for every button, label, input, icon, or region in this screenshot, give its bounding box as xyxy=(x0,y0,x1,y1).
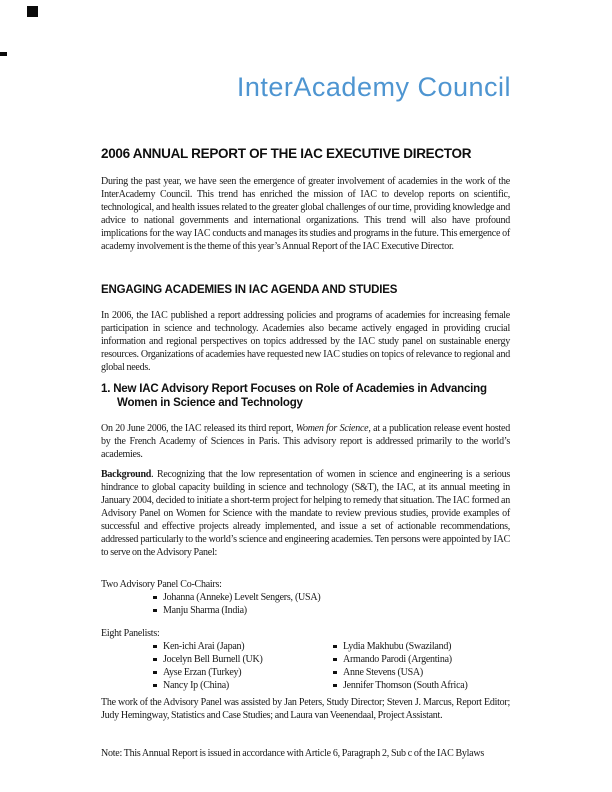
panelist-name: Armando Parodi (Argentina) xyxy=(343,654,452,665)
cochairs-label: Two Advisory Panel Co-Chairs: xyxy=(101,579,222,590)
panelist-name: Ayse Erzan (Turkey) xyxy=(163,667,242,678)
panelist-name: Jocelyn Bell Burnell (UK) xyxy=(163,654,263,665)
panelist-name: Jennifer Thomson (South Africa) xyxy=(343,680,468,691)
subsection-number: 1. xyxy=(101,383,111,395)
section-body-engaging: In 2006, the IAC published a report addressing policies and programs of academies for increasing female participation in science and technology. Academies also became actively engaged in providing crucial information and regional perspectives on topics addressed by the IAC study panel on sustainable energy resources. Organizations of academies have requested new IAC studies on topics of relevance to regional and global needs. xyxy=(101,310,510,373)
subsection-heading-text: New IAC Advisory Report Focuses on Role of Academies in Advancing Women in Science and Technology xyxy=(113,383,487,409)
panelist-name: Anne Stevens (USA) xyxy=(343,667,423,678)
background-rest: . Recognizing that the low representation of women in science and engineering is a serious hindrance to global capacity building in science and technology (S&T), the IAC, at its annual meeting in January 2004, decided to initiate a short-term project for helping to remedy that situation. The IAC formed an Advisory Panel on Women for Science with the mandate to review previous studies, provide examples of successful and effective projects already implemented, and issue a set of actionable recommendations, addressed particularly to the world’s science and engineering academies. Ten persons were appointed by IAC to serve on the Advisory Panel: xyxy=(101,469,510,558)
intro-paragraph: During the past year, we have seen the emergence of greater involvement of academies in the work of the InterAcademy Council. This trend has enriched the mission of IAC to develop reports on scientific, technological, and health issues related to the greater global challenges of our time, providing knowledge and advice to national governments and international organizations. This trend will also have profound implications for the way IAC conducts and manages its studies and programs in the future. This emergence of academy involvement is the theme of this year’s Annual Report of the IAC Executive Director. xyxy=(101,176,510,252)
release-text-before: On 20 June 2006, the IAC released its third report, xyxy=(101,423,296,434)
release-paragraph xyxy=(101,422,510,461)
footnote: Note: This Annual Report is issued in accordance with Article 6, Paragraph 2, Sub c of the IAC Bylaws xyxy=(101,748,484,759)
list-item xyxy=(153,640,263,653)
panelists-right-column xyxy=(333,640,468,692)
cochairs-list xyxy=(101,591,510,617)
square-bullet-icon xyxy=(333,658,337,662)
panelists-label: Eight Panelists: xyxy=(101,628,160,639)
list-item xyxy=(333,653,468,666)
panelist-name: Lydia Makhubu (Swaziland) xyxy=(343,641,452,652)
scan-mark-dash xyxy=(0,52,7,56)
square-bullet-icon xyxy=(153,684,157,688)
panelists-columns xyxy=(101,640,510,692)
section-heading-engaging: ENGAGING ACADEMIES IN IAC AGENDA AND STUDIES xyxy=(101,284,398,296)
report-title: 2006 ANNUAL REPORT OF THE IAC EXECUTIVE DIRECTOR xyxy=(101,146,472,161)
square-bullet-icon xyxy=(153,645,157,649)
report-title-italic: Women for Science xyxy=(295,423,369,434)
release-text-after: , at a publication release event hosted by the French Academy of Sciences in Paris. This advisory report is addressed primarily to the world’s academies. xyxy=(101,423,510,460)
square-bullet-icon xyxy=(153,658,157,662)
subsection-heading-report xyxy=(101,382,510,410)
cochair-name: Johanna (Anneke) Levelt Sengers, (USA) xyxy=(163,592,321,603)
square-bullet-icon xyxy=(333,671,337,675)
square-bullet-icon xyxy=(333,645,337,649)
panelist-name: Nancy Ip (China) xyxy=(163,680,229,691)
background-lead: Background xyxy=(101,469,152,480)
list-item xyxy=(333,640,468,653)
panelist-name: Ken-ichi Arai (Japan) xyxy=(163,641,245,652)
list-item xyxy=(153,653,263,666)
background-paragraph xyxy=(101,468,510,559)
square-bullet-icon xyxy=(153,609,157,613)
credits-paragraph: The work of the Advisory Panel was assisted by Jan Peters, Study Director; Steven J. Marcus, Report Editor; Judy Hemingway, Statistics and Case Studies; and Laura van Veenendaal, Project Assistant. xyxy=(101,697,510,721)
square-bullet-icon xyxy=(333,684,337,688)
list-item xyxy=(153,591,510,604)
list-item xyxy=(153,679,263,692)
logo-text: InterAcademy Council xyxy=(236,72,511,102)
panelists-left-column xyxy=(153,640,263,692)
list-item xyxy=(333,666,468,679)
square-bullet-icon xyxy=(153,671,157,675)
cochair-name: Manju Sharma (India) xyxy=(163,605,247,616)
list-item xyxy=(153,604,510,617)
list-item xyxy=(153,666,263,679)
list-item xyxy=(333,679,468,692)
scan-mark-square xyxy=(27,6,38,17)
square-bullet-icon xyxy=(153,596,157,600)
